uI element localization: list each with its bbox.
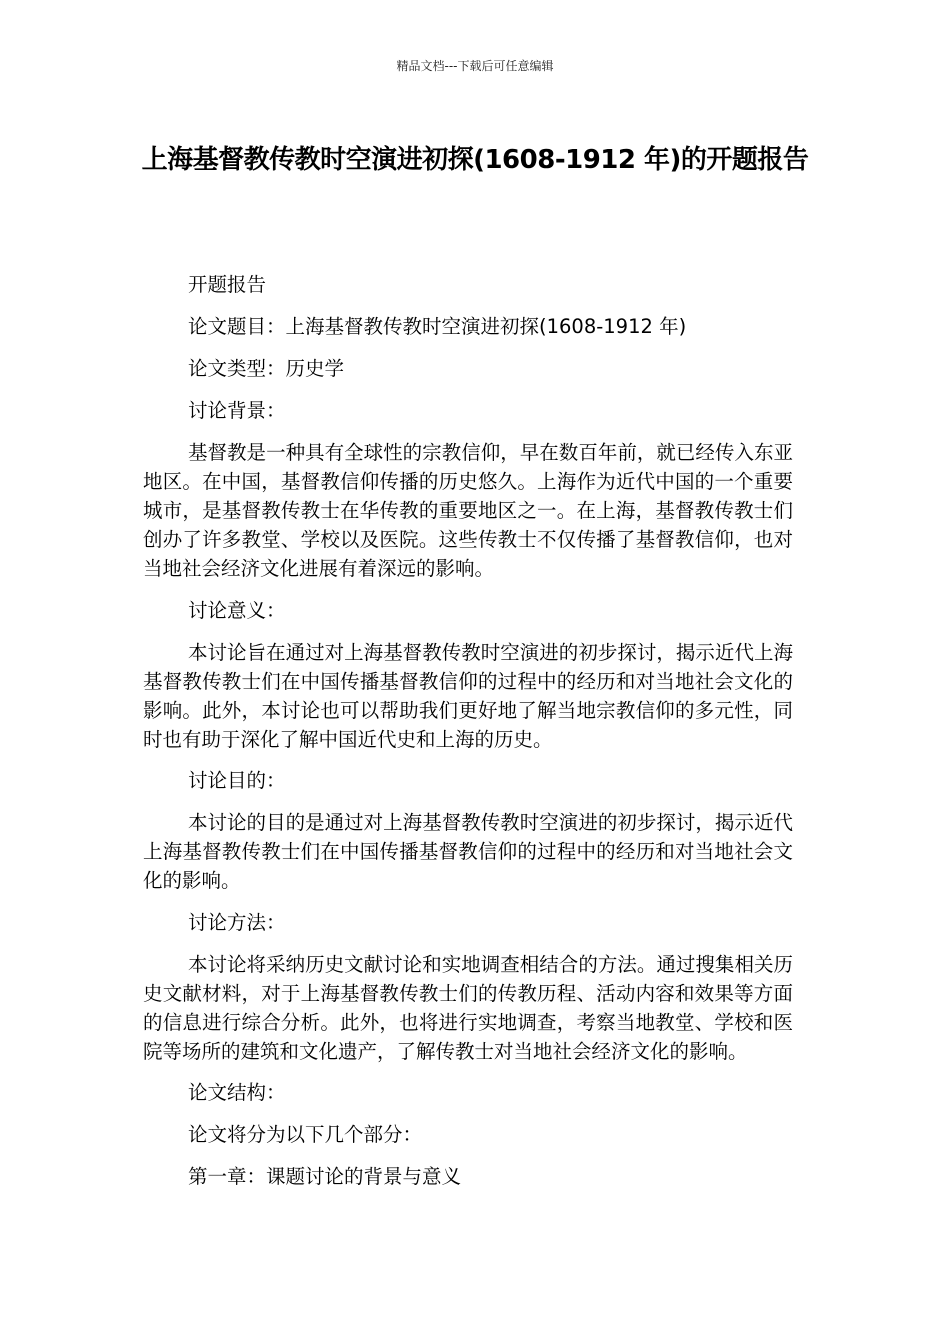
document-title: 上海基督教传教时空演进初探(1608-1912 年)的开题报告 bbox=[141, 145, 809, 175]
thesis-type-line: 论文类型：历史学 bbox=[188, 357, 345, 380]
chapter-one-line: 第一章：课题讨论的背景与意义 bbox=[188, 1165, 462, 1188]
paragraph-background: 基督教是一种具有全球性的宗教信仰，早在数百年前，就已经传入东亚地区。在中国，基督教信仰传播的历史悠久。上海作为近代中国的一个重要城市，是基督教传教士在华传教的重要地区之一。在上海，基督教传教士们创办了许多教堂、学校以及医院。这些传教士不仅传播了基督教信仰，也对当地社会经济文化进展有着深远的影响。 bbox=[143, 441, 793, 580]
paragraph-structure-intro: 论文将分为以下几个部分： bbox=[188, 1123, 423, 1146]
thesis-title-line: 论文题目：上海基督教传教时空演进初探(1608-1912 年) bbox=[188, 315, 687, 338]
document-body bbox=[143, 270, 793, 1204]
paragraph-method: 本讨论将采纳历史文献讨论和实地调查相结合的方法。通过搜集相关历史文献材料，对于上海基督教传教士们的传教历程、活动内容和效果等方面的信息进行综合分析。此外，也将进行实地调查，考察当地教堂、学校和医院等场所的建筑和文化遗产，了解传教士对当地社会经济文化的影响。 bbox=[143, 952, 793, 1063]
heading-method: 讨论方法： bbox=[188, 910, 286, 934]
paragraph-significance: 本讨论旨在通过对上海基督教传教时空演进的初步探讨，揭示近代上海基督教传教士们在中国传播基督教信仰的过程中的经历和对当地社会文化的影响。此外，本讨论也可以帮助我们更好地了解当地宗教信仰的多元性，同时也有助于深化了解中国近代史和上海的历史。 bbox=[143, 640, 793, 751]
heading-purpose: 讨论目的： bbox=[188, 769, 286, 792]
header-note: 精品文档---下载后可任意编辑 bbox=[396, 59, 554, 73]
heading-significance: 讨论意义： bbox=[188, 598, 286, 622]
heading-background: 讨论背景： bbox=[188, 399, 286, 422]
section-label-report: 开题报告 bbox=[188, 273, 267, 296]
heading-structure: 论文结构： bbox=[188, 1081, 286, 1104]
paragraph-purpose: 本讨论的目的是通过对上海基督教传教时空演进的初步探讨，揭示近代上海基督教传教士们在中国传播基督教信仰的过程中的经历和对当地社会文化的影响。 bbox=[143, 811, 793, 892]
